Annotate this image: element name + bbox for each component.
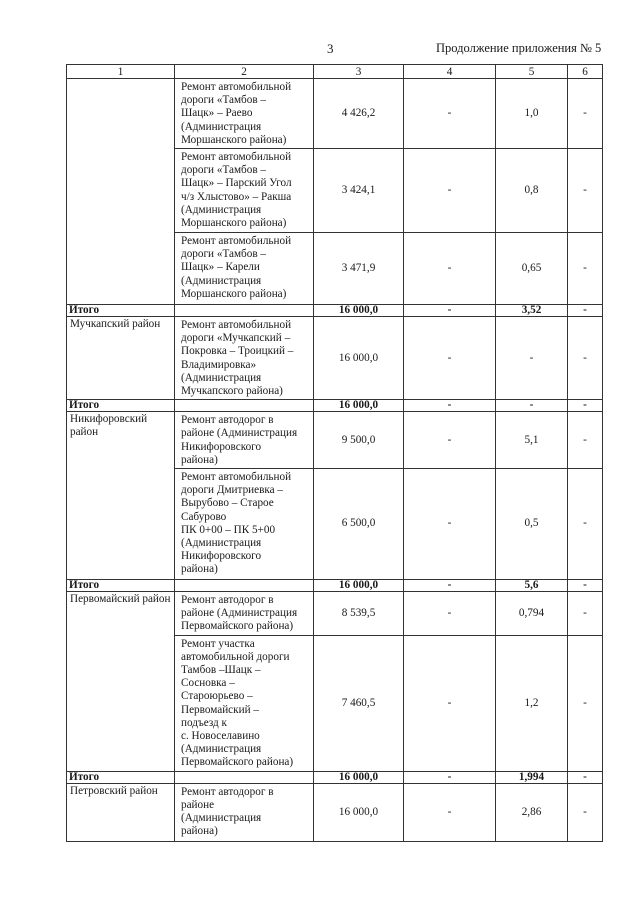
- data-table: [66, 64, 603, 842]
- table-row: [67, 412, 603, 469]
- description-line: Шацк» – Раево: [181, 107, 253, 120]
- col4-cell: -: [404, 400, 496, 412]
- amount-cell: 16 000,0: [314, 317, 404, 400]
- description-line: района): [181, 453, 218, 466]
- description-line: района): [181, 825, 218, 838]
- description-line: Владимировка»: [181, 358, 257, 371]
- col4-cell: -: [404, 79, 496, 149]
- description-line: ч/з Хлыстово» – Ракша: [181, 190, 292, 203]
- col6-cell: -: [568, 469, 603, 580]
- description-line: Моршанского района): [181, 287, 287, 300]
- total-row: [67, 771, 603, 783]
- description-line: Никифоровского: [181, 550, 262, 563]
- amount-cell: 9 500,0: [314, 412, 404, 469]
- col4-cell: -: [404, 233, 496, 305]
- total-label: Итого: [67, 305, 175, 317]
- description-line: Моршанского района): [181, 217, 287, 230]
- col6-cell: -: [568, 592, 603, 636]
- column-header: 4: [404, 65, 496, 79]
- col4-cell: -: [404, 580, 496, 592]
- length-cell: 3,52: [496, 305, 568, 317]
- col6-cell: -: [568, 233, 603, 305]
- description-line: Никифоровского: [181, 440, 262, 453]
- description-line: Сосновка –: [181, 677, 235, 690]
- description-line: Мучкапского района): [181, 385, 283, 398]
- length-cell: 0,65: [496, 233, 568, 305]
- column-header: 5: [496, 65, 568, 79]
- length-cell: 0,8: [496, 149, 568, 233]
- length-cell: 0,5: [496, 469, 568, 580]
- amount-cell: 16 000,0: [314, 771, 404, 783]
- total-label: Итого: [67, 580, 175, 592]
- description-line: Шацк» – Карели: [181, 261, 260, 274]
- col6-cell: -: [568, 400, 603, 412]
- empty-cell: [175, 771, 314, 783]
- col6-cell: -: [568, 149, 603, 233]
- description-line: Покровка – Троицкий –: [181, 345, 294, 358]
- description-line: (Администрация: [181, 120, 262, 133]
- description-line: Первомайского района): [181, 620, 294, 633]
- amount-cell: 16 000,0: [314, 580, 404, 592]
- amount-cell: 16 000,0: [314, 305, 404, 317]
- col4-cell: -: [404, 149, 496, 233]
- description-line: автомобильной дороги: [181, 650, 290, 663]
- column-header: 3: [314, 65, 404, 79]
- col6-cell: -: [568, 317, 603, 400]
- description-line: (Администрация: [181, 274, 262, 287]
- description-line: Ремонт автомобильной: [181, 81, 292, 93]
- description-cell: [175, 469, 314, 580]
- description-line: районе: [181, 798, 215, 811]
- description-line: дороги «Тамбов –: [181, 94, 266, 107]
- description-cell: [175, 79, 314, 149]
- description-line: (Администрация: [181, 371, 262, 384]
- description-line: подъезд к: [181, 716, 227, 729]
- description-line: Моршанского района): [181, 133, 287, 146]
- description-line: дороги «Тамбов –: [181, 248, 266, 261]
- description-line: районе (Администрация: [181, 427, 298, 440]
- description-line: Тамбов –Шацк –: [181, 664, 261, 677]
- col4-cell: -: [404, 771, 496, 783]
- description-line: Ремонт автомобильной: [181, 471, 292, 484]
- description-cell: [175, 233, 314, 305]
- description-line: Ремонт автомобильной: [181, 151, 292, 164]
- amount-cell: 6 500,0: [314, 469, 404, 580]
- district-cell: Петровский район: [67, 783, 175, 841]
- description-line: Вырубово – Старое: [181, 497, 274, 510]
- description-line: ПК 0+00 – ПК 5+00: [181, 523, 276, 536]
- description-line: (Администрация: [181, 537, 262, 550]
- length-cell: 1,994: [496, 771, 568, 783]
- continuation-label: Продолжение приложения № 5: [436, 41, 602, 55]
- description-line: Ремонт автомобильной: [181, 235, 292, 248]
- total-row: [67, 580, 603, 592]
- col4-cell: -: [404, 317, 496, 400]
- amount-cell: 3 471,9: [314, 233, 404, 305]
- col6-cell: -: [568, 79, 603, 149]
- col4-cell: -: [404, 305, 496, 317]
- description-cell: [175, 592, 314, 636]
- total-row: [67, 305, 603, 317]
- description-line: дороги «Тамбов –: [181, 164, 266, 177]
- length-cell: 0,794: [496, 592, 568, 636]
- total-label: Итого: [67, 400, 175, 412]
- column-header: 2: [175, 65, 314, 79]
- column-header: 6: [568, 65, 603, 79]
- amount-cell: 4 426,2: [314, 79, 404, 149]
- description-line: дороги Дмитриевка –: [181, 484, 284, 497]
- col4-cell: -: [404, 412, 496, 469]
- length-cell: 5,1: [496, 412, 568, 469]
- col6-cell: -: [568, 580, 603, 592]
- amount-cell: 16 000,0: [314, 783, 404, 841]
- length-cell: -: [496, 317, 568, 400]
- description-line: дороги «Мучкапский –: [181, 332, 291, 345]
- col6-cell: -: [568, 771, 603, 783]
- description-line: Шацк» – Парский Угол: [181, 177, 292, 190]
- district-cell: Первомайский район: [67, 592, 175, 772]
- col4-cell: -: [404, 592, 496, 636]
- description-line: Ремонт автомобильной: [181, 319, 292, 332]
- length-cell: 2,86: [496, 783, 568, 841]
- description-line: (Администрация: [181, 743, 262, 756]
- description-line: Староюрьево –: [181, 690, 253, 703]
- description-line: (Администрация: [181, 812, 262, 825]
- length-cell: 1,2: [496, 635, 568, 771]
- table-body: [67, 65, 603, 842]
- page-number: 3: [327, 41, 334, 56]
- total-label: Итого: [67, 771, 175, 783]
- length-cell: 5,6: [496, 580, 568, 592]
- empty-cell: [175, 580, 314, 592]
- description-cell: [175, 635, 314, 771]
- col6-cell: -: [568, 305, 603, 317]
- amount-cell: 7 460,5: [314, 635, 404, 771]
- district-cell: Мучкапский район: [67, 317, 175, 400]
- description-cell: [175, 317, 314, 400]
- total-row: [67, 400, 603, 412]
- description-line: Ремонт автодорог в: [181, 594, 274, 607]
- district-cell: Никифоровский район: [67, 412, 175, 580]
- empty-cell: [175, 305, 314, 317]
- table-row: [67, 783, 603, 841]
- amount-cell: 16 000,0: [314, 400, 404, 412]
- description-line: Первомайский –: [181, 703, 259, 716]
- description-line: с. Новоселавино: [181, 730, 260, 743]
- length-cell: -: [496, 400, 568, 412]
- column-header: 1: [67, 65, 175, 79]
- length-cell: 1,0: [496, 79, 568, 149]
- description-line: Ремонт автодорог в: [181, 785, 274, 798]
- description-cell: [175, 149, 314, 233]
- description-line: Первомайского района): [181, 756, 294, 769]
- col4-cell: -: [404, 783, 496, 841]
- col4-cell: -: [404, 469, 496, 580]
- description-line: Ремонт участка: [181, 637, 255, 650]
- table-row: [67, 592, 603, 636]
- description-line: Ремонт автодорог в: [181, 414, 274, 427]
- col6-cell: -: [568, 783, 603, 841]
- amount-cell: 3 424,1: [314, 149, 404, 233]
- empty-cell: [175, 400, 314, 412]
- description-line: (Администрация: [181, 203, 262, 216]
- col6-cell: -: [568, 635, 603, 771]
- table-row: [67, 317, 603, 400]
- table-row: [67, 79, 603, 149]
- district-cell: [67, 79, 175, 305]
- description-line: Сабурово: [181, 510, 227, 523]
- col4-cell: -: [404, 635, 496, 771]
- header-row: [67, 65, 603, 79]
- col6-cell: -: [568, 412, 603, 469]
- description-line: района): [181, 563, 218, 576]
- description-cell: [175, 783, 314, 841]
- description-line: районе (Администрация: [181, 607, 298, 620]
- amount-cell: 8 539,5: [314, 592, 404, 636]
- description-cell: [175, 412, 314, 469]
